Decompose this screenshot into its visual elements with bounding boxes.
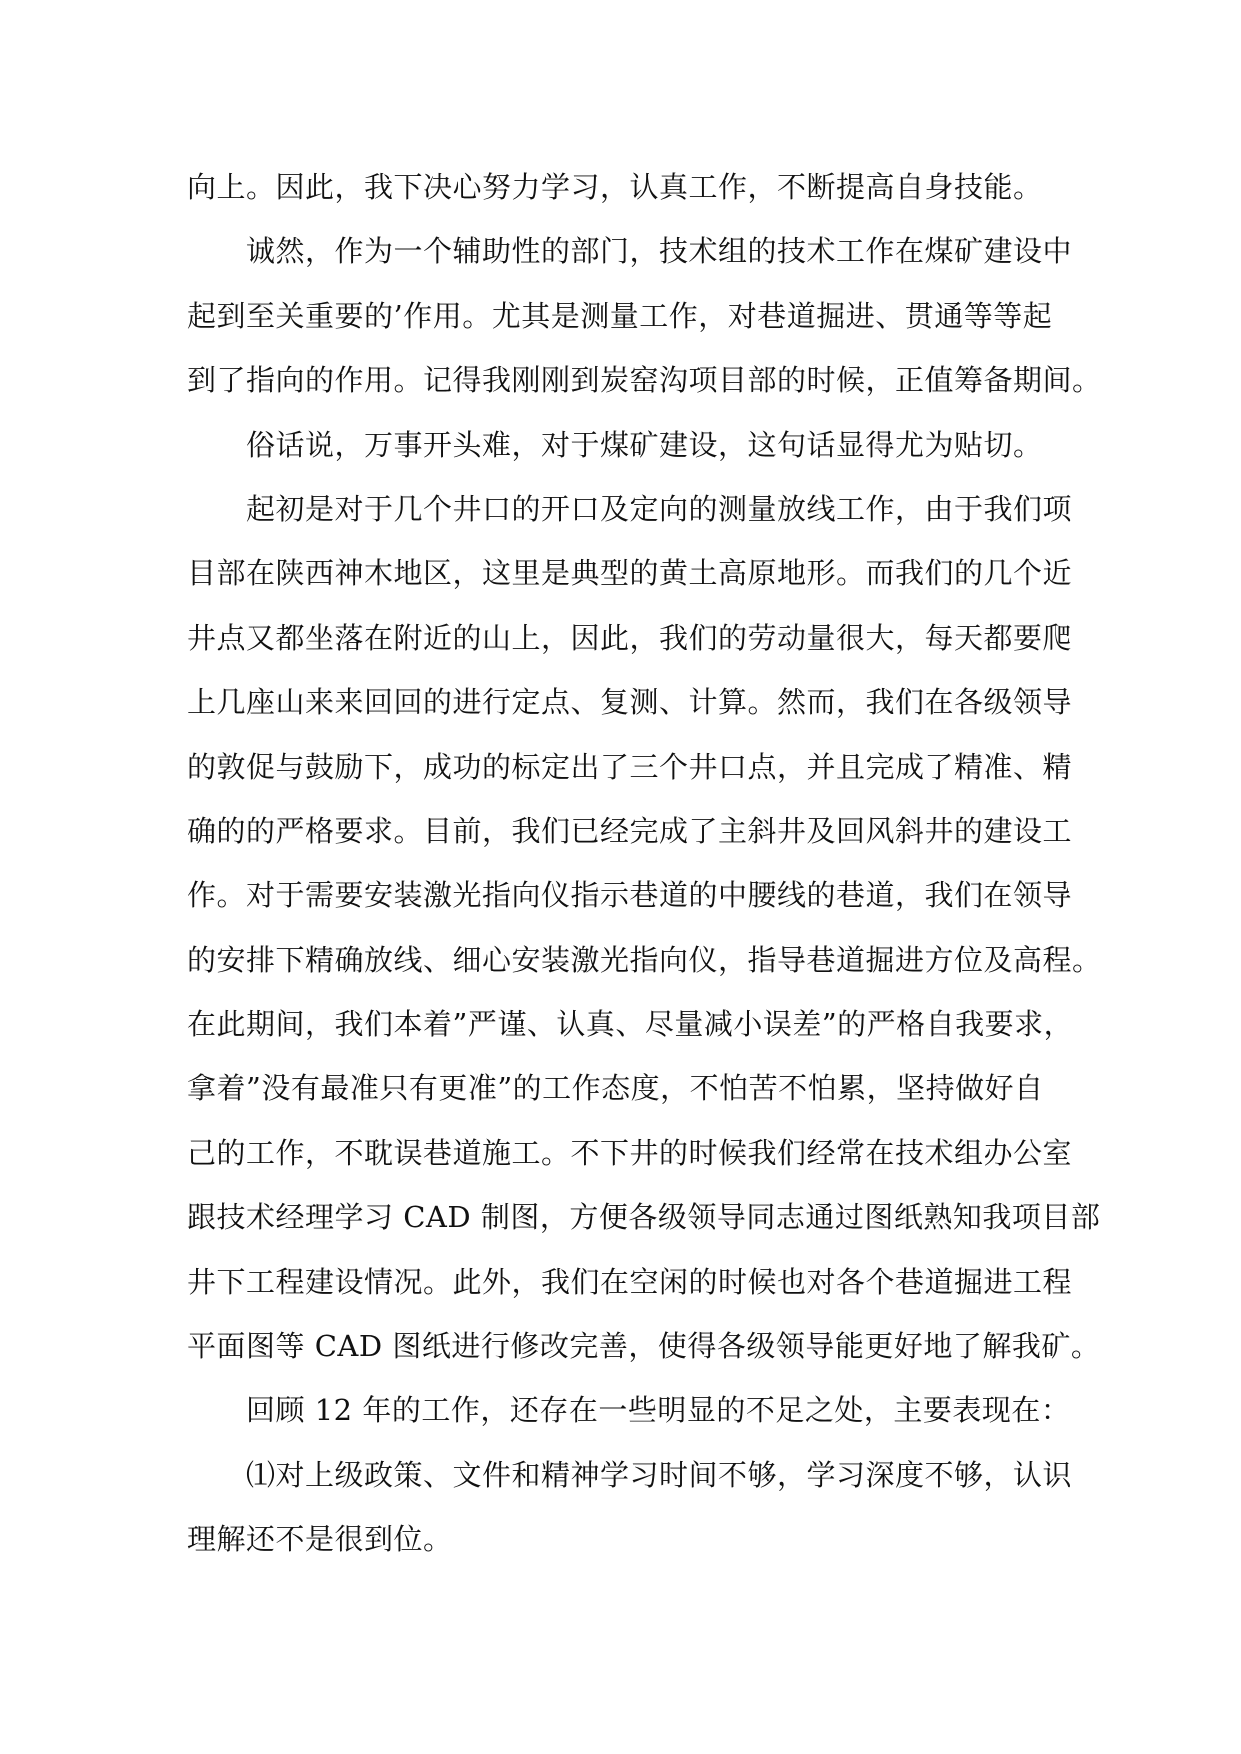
text-line: 确的的严格要求。目前，我们已经完成了主斜井及回风斜井的建设工 — [187, 813, 1073, 848]
text-line: 作。对于需要安装激光指向仪指示巷道的中腰线的巷道，我们在领导 — [187, 878, 1073, 913]
text-line: 理解还不是很到位。 — [187, 1522, 453, 1557]
text-line: 起到至关重要的’作用。尤其是测量工作，对巷道掘进、贯通等等起 — [187, 298, 1053, 333]
text-line: 回顾 12 年的工作，还存在一些明显的不足之处，主要表现在： — [187, 1393, 1071, 1428]
text-line: 上几座山来来回回的进行定点、复测、计算。然而，我们在各级领导 — [187, 685, 1073, 720]
text-line: 井点又都坐落在附近的山上，因此，我们的劳动量很大，每天都要爬 — [187, 620, 1073, 655]
text-line: 井下工程建设情况。此外，我们在空闲的时候也对各个巷道掘进工程 — [187, 1264, 1073, 1299]
text-line: 俗话说，万事开头难，对于煤矿建设，这句话显得尤为贴切。 — [187, 427, 1043, 462]
text-line: 己的工作，不耽误巷道施工。不下井的时候我们经常在技术组办公室 — [187, 1135, 1073, 1170]
text-line: 的敦促与鼓励下，成功的标定出了三个井口点，并且完成了精准、精 — [187, 749, 1073, 784]
text-line: 诚然，作为一个辅助性的部门，技术组的技术工作在煤矿建设中 — [187, 234, 1073, 269]
text-line: 的安排下精确放线、细心安装激光指向仪，指导巷道掘进方位及高程。 — [187, 942, 1102, 977]
text-line: 起初是对于几个井口的开口及定向的测量放线工作，由于我们项 — [187, 491, 1073, 526]
text-line: 目部在陕西神木地区，这里是典型的黄土高原地形。而我们的几个近 — [187, 556, 1073, 591]
text-line: ⑴对上级政策、文件和精神学习时间不够，学习深度不够，认识 — [187, 1457, 1073, 1492]
body-text — [187, 155, 1102, 1572]
text-line: 跟技术经理学习 CAD 制图，方便各级领导同志通过图纸熟知我项目部 — [187, 1200, 1101, 1235]
text-line: 到了指向的作用。记得我刚刚到炭窑沟项目部的时候，正值筹备期间。 — [187, 363, 1102, 398]
text-line: 在此期间，我们本着”严谨、认真、尽量减小误差”的严格自我要求， — [187, 1007, 1074, 1042]
text-line: 平面图等 CAD 图纸进行修改完善，使得各级领导能更好地了解我矿。 — [187, 1329, 1101, 1364]
text-line: 向上。因此，我下决心努力学习，认真工作，不断提高自身技能。 — [187, 170, 1043, 204]
text-line: 拿着”没有最准只有更准”的工作态度，不怕苦不怕累，坚持做好自 — [187, 1071, 1044, 1106]
